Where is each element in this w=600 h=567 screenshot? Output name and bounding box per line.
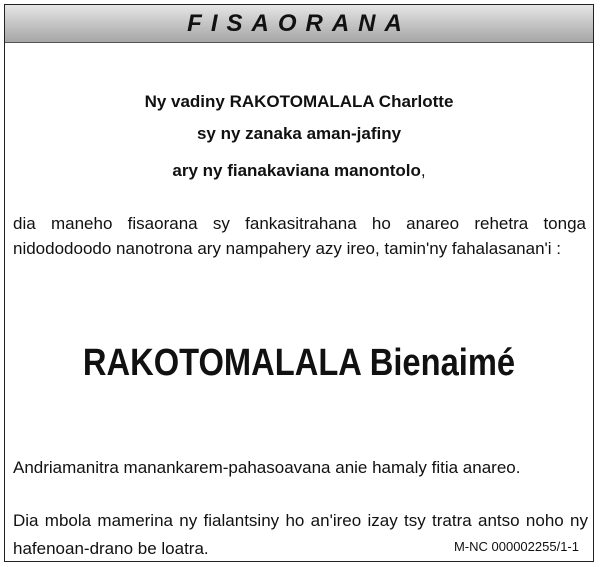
deceased-name: RAKOTOMALALA Bienaimé [82, 342, 516, 384]
family-line-relatives [5, 161, 593, 181]
family-line-relatives-text: ary ny fianakaviana manontolo [172, 161, 421, 180]
family-line-children [5, 124, 593, 144]
family-line-spouse-text: Ny vadiny RAKOTOMALALA Charlotte [144, 92, 454, 111]
notice-title: FISAORANA [187, 9, 411, 37]
family-line-comma: , [420, 161, 426, 180]
notice-frame [4, 4, 594, 562]
notice-header [5, 5, 593, 43]
family-line-children-text: sy ny zanaka aman-jafiny [196, 124, 402, 143]
blessing-paragraph: Andriamanitra manankarem-pahasoavana anie hamaly fitia anareo. [13, 458, 521, 477]
intro-paragraph: dia maneho fisaorana sy fankasitrahana ho anareo rehetra tonga nidododoodo nanotrona ary nampahery azy ireo, tamin'ny fahalasanan'i : [13, 214, 586, 258]
closing-paragraph: Dia mbola mamerina ny fialantsiny ho an'ireo izay tsy tratra antso noho ny hafenoan-drano be loatra. [13, 511, 588, 558]
reference-code: M-NC 000002255/1-1 [453, 539, 579, 554]
family-line-spouse [5, 92, 593, 112]
